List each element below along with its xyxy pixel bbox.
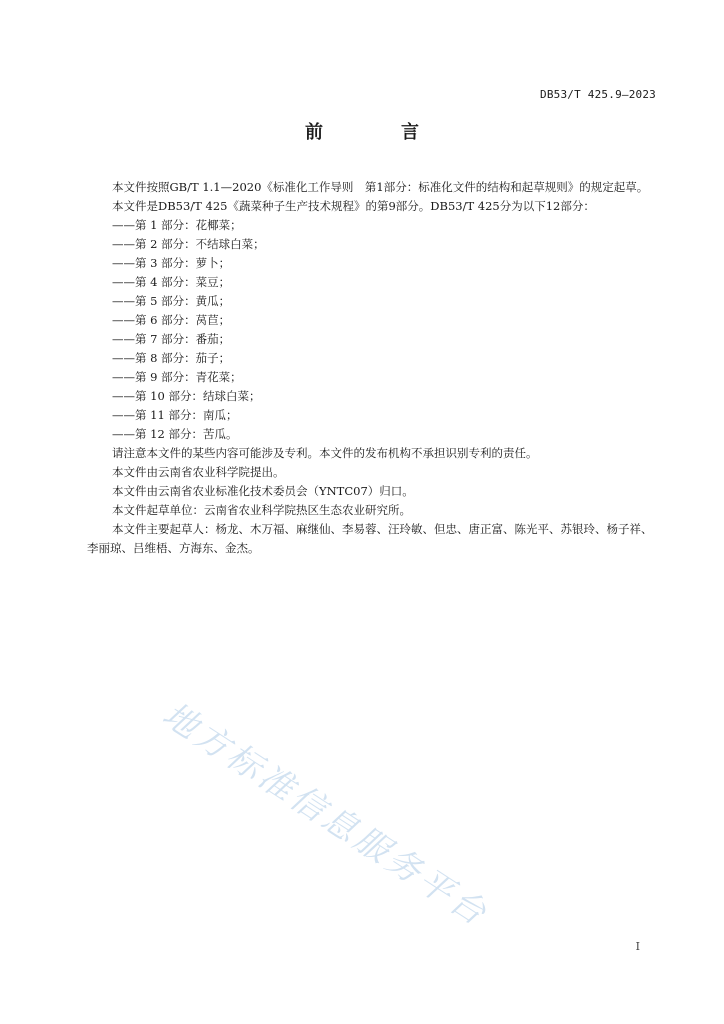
list-item: ——第 5 部分：黄瓜； [112,294,231,308]
list-item: ——第 9 部分：青花菜； [112,370,242,384]
paragraph: 本文件是DB53/T 425《蔬菜种子生产技术规程》的第9部分。DB53/T 425分为以下12部分： [112,199,595,213]
paragraph: 本文件主要起草人：杨龙、木万福、麻继仙、李易蓉、汪玲敏、但忠、唐正富、陈光平、苏银玲、杨子祥、李丽琼、吕维梧、方海东、金杰。 [87,522,653,555]
list-item: ——第 12 部分：苦瓜。 [112,427,238,441]
paragraph: 本文件由云南省农业科学院提出。 [112,465,285,479]
page-number: I [635,940,640,953]
list-item: ——第 3 部分：萝卜； [112,256,231,270]
list-item: ——第 1 部分：花椰菜； [112,218,242,232]
document-body [87,178,659,558]
list-item: ——第 6 部分：莴苣； [112,313,231,327]
watermark: 地方标准信息服务平台 [155,694,496,936]
list-item: ——第 7 部分：番茄； [112,332,231,346]
paragraph: 本文件由云南省农业标准化技术委员会（YNTC07）归口。 [112,484,414,498]
list-item: ——第 8 部分：茄子； [112,351,231,365]
list-item: ——第 4 部分：菜豆； [112,275,231,289]
list-item: ——第 2 部分：不结球白菜； [112,237,265,251]
paragraph: 请注意本文件的某些内容可能涉及专利。本文件的发布机构不承担识别专利的责任。 [112,446,538,460]
list-item: ——第 11 部分：南瓜； [112,408,238,422]
paragraph: 本文件按照GB/T 1.1—2020《标准化工作导则 第1部分：标准化文件的结构和起草规则》的规定起草。 [112,180,649,194]
list-item: ——第 10 部分：结球白菜； [112,389,261,403]
page-title: 前 言 [305,122,449,143]
document-code: DB53/T 425.9—2023 [540,88,656,101]
paragraph: 本文件起草单位：云南省农业科学院热区生态农业研究所。 [112,503,411,517]
